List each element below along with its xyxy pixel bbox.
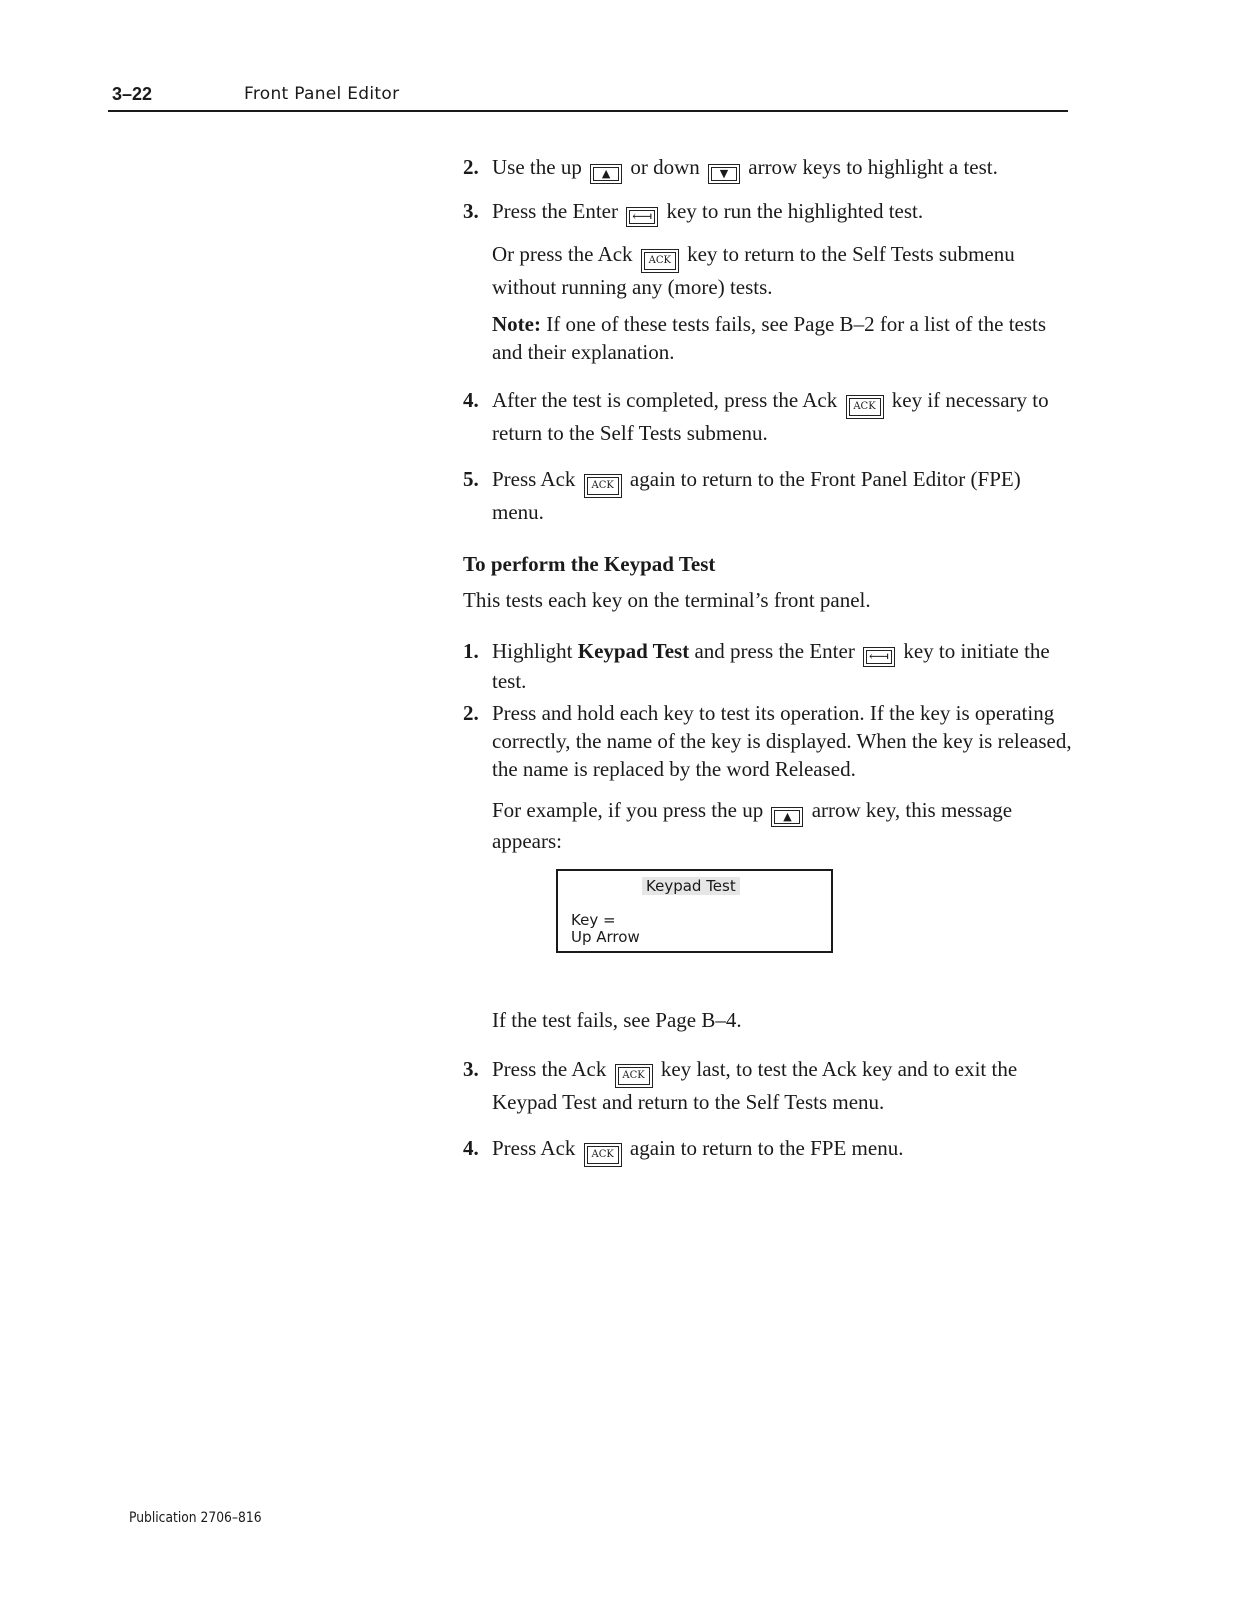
step-2 bbox=[463, 153, 1073, 184]
ack-key-icon: ACK bbox=[584, 474, 622, 498]
up-arrow-key-icon: ▲ bbox=[771, 807, 803, 827]
step-text: or down bbox=[630, 155, 700, 179]
step-number: 5. bbox=[463, 467, 479, 491]
step-number: 1. bbox=[463, 639, 479, 663]
keypad-step-4 bbox=[463, 1134, 1073, 1167]
step-text: and press the Enter bbox=[694, 639, 855, 663]
keypad-test-intro: This tests each key on the terminal’s front panel. bbox=[463, 588, 871, 612]
keypad-step-3 bbox=[463, 1055, 1073, 1116]
keypad-step-1 bbox=[463, 637, 1073, 695]
ack-key-icon: ACK bbox=[615, 1064, 653, 1088]
step-text: Press the Ack bbox=[492, 1057, 607, 1081]
step-text: Press the Enter bbox=[492, 199, 618, 223]
ack-key-icon: ACK bbox=[641, 249, 679, 273]
keypad-step-2-example bbox=[492, 796, 1073, 855]
keypad-test-screen bbox=[556, 869, 833, 953]
step-text: key last, to test the Ack key and to exit the Keypad Test and return to the Self Tests menu. bbox=[492, 1057, 1018, 1114]
step-text: key to initiate the test. bbox=[492, 639, 1050, 693]
step-text: Use the up bbox=[492, 155, 582, 179]
screen-title: Keypad Test bbox=[642, 877, 740, 895]
keypad-test-term: Keypad Test bbox=[577, 639, 690, 663]
step-3-note bbox=[492, 310, 1073, 366]
publication-footer: Publication 2706–816 bbox=[129, 1510, 262, 1526]
step-text: Press Ack bbox=[492, 467, 576, 491]
step-text: key if necessary to return to the Self Tests submenu. bbox=[492, 388, 1049, 445]
step-text: again to return to the Front Panel Editor (FPE) menu. bbox=[492, 467, 1021, 524]
step-5 bbox=[463, 465, 1073, 526]
step-text: arrow keys to highlight a test. bbox=[748, 155, 998, 179]
page-number: 3–22 bbox=[112, 84, 153, 104]
step-3 bbox=[463, 197, 1073, 227]
step-3-alternative bbox=[492, 240, 1073, 301]
enter-key-icon: ⟻ bbox=[626, 207, 658, 227]
note-text: If one of these tests fails, see Page B–2 for a list of the tests and their explanation. bbox=[492, 312, 1047, 364]
step-number: 2. bbox=[463, 155, 479, 179]
down-arrow-key-icon: ▼ bbox=[708, 164, 740, 184]
section-title: Front Panel Editor bbox=[244, 84, 400, 104]
step-number: 4. bbox=[463, 388, 479, 412]
screen-key-value: Up Arrow bbox=[571, 928, 640, 946]
step-text: again to return to the FPE menu. bbox=[629, 1136, 904, 1160]
keypad-step-2 bbox=[463, 699, 1073, 783]
keypad-test-fail-note: If the test fails, see Page B–4. bbox=[492, 1008, 742, 1032]
ack-key-icon: ACK bbox=[846, 395, 884, 419]
up-arrow-key-icon: ▲ bbox=[590, 164, 622, 184]
note-label: Note: bbox=[492, 312, 541, 336]
step-text: After the test is completed, press the Ack bbox=[492, 388, 838, 412]
keypad-test-heading: To perform the Keypad Test bbox=[463, 552, 716, 576]
page-header bbox=[108, 84, 1068, 112]
step-text: key to run the highlighted test. bbox=[666, 199, 924, 223]
enter-key-icon: ⟻ bbox=[863, 647, 895, 667]
step-number: 4. bbox=[463, 1136, 479, 1160]
step-text: Press and hold each key to test its operation. If the key is operating correctly, the name of the key is displayed. When the key is released, the name is replaced by the word Released. bbox=[492, 701, 1072, 781]
screen-key-label: Key = bbox=[571, 911, 616, 929]
step-text: key to return to the Self Tests submenu without running any (more) tests. bbox=[492, 242, 1015, 299]
step-text: Press Ack bbox=[492, 1136, 576, 1160]
step-number: 3. bbox=[463, 199, 479, 223]
step-text: Highlight bbox=[492, 639, 573, 663]
step-4 bbox=[463, 386, 1073, 447]
step-text: For example, if you press the up bbox=[492, 798, 764, 822]
step-number: 2. bbox=[463, 701, 479, 725]
step-text: Or press the Ack bbox=[492, 242, 633, 266]
step-number: 3. bbox=[463, 1057, 479, 1081]
step-text: arrow key, this message appears: bbox=[492, 798, 1013, 853]
ack-key-icon: ACK bbox=[584, 1143, 622, 1167]
